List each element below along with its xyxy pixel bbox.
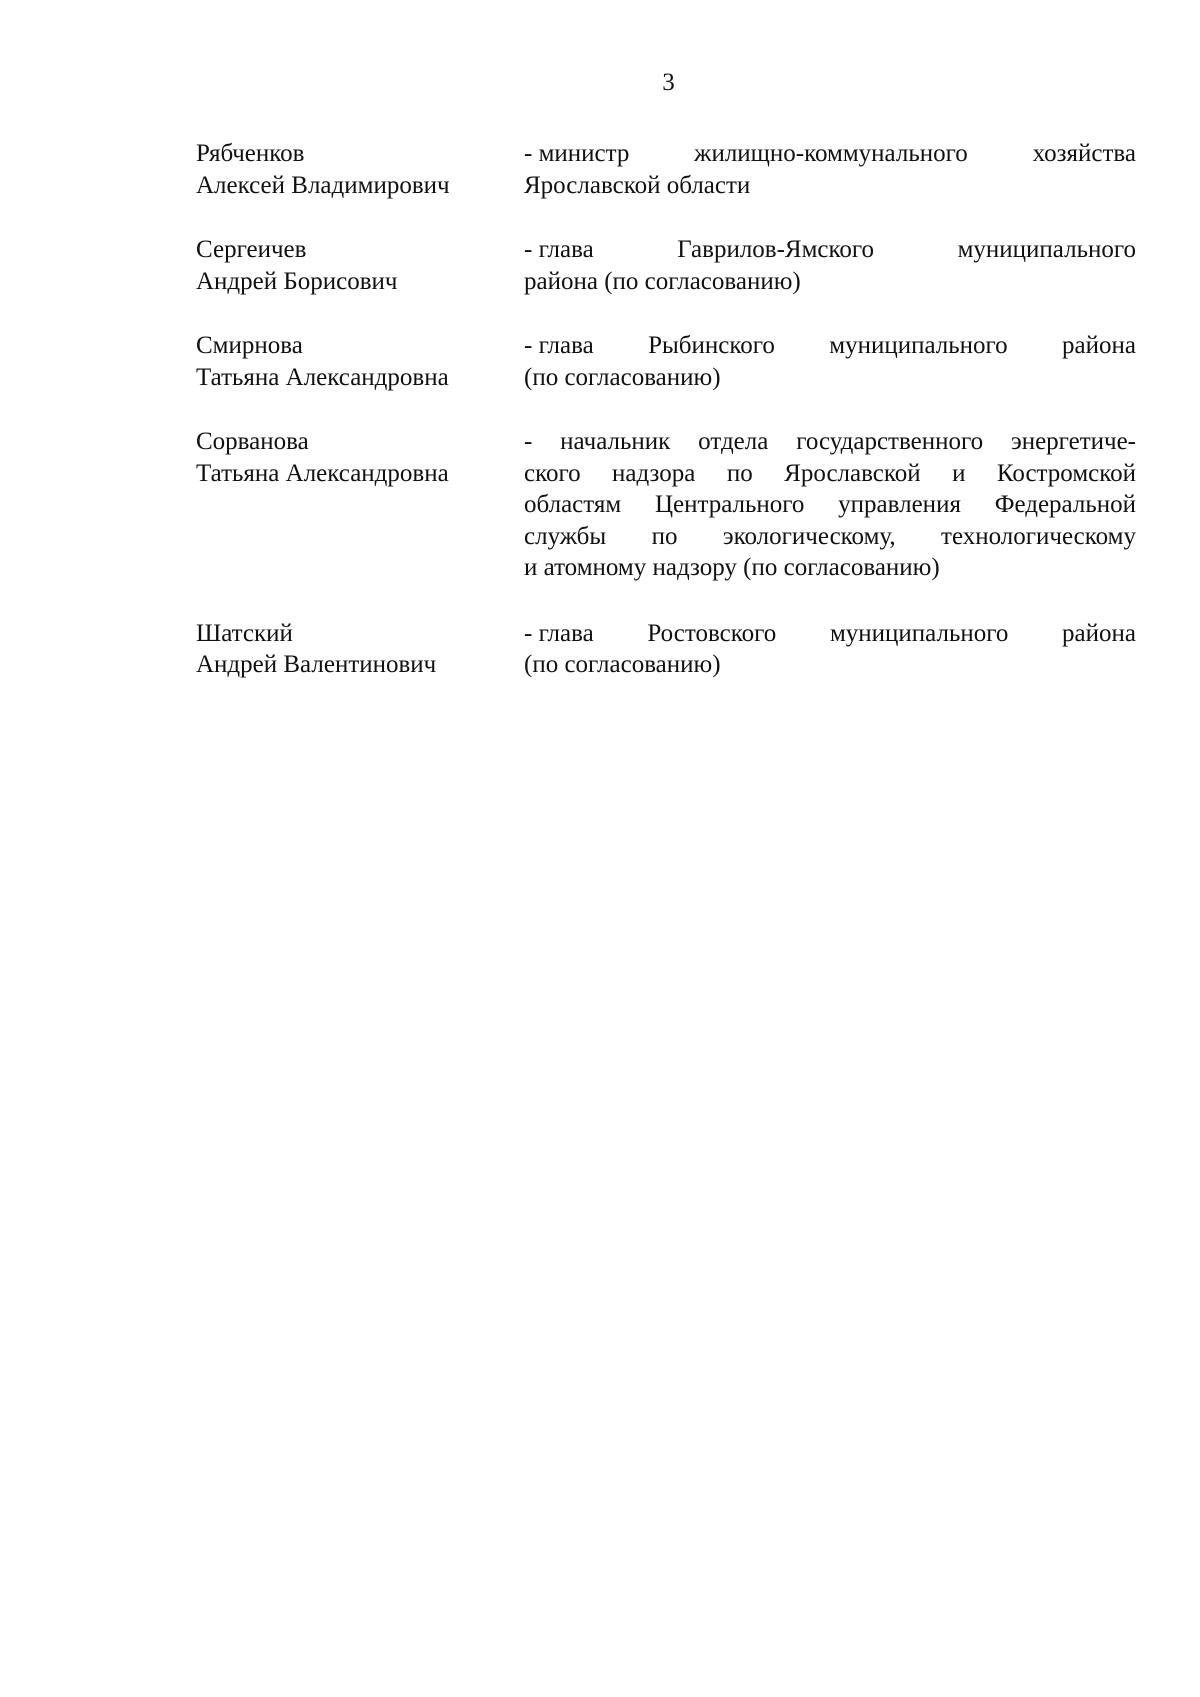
member-row	[196, 138, 1136, 201]
position-line: и атомному надзору (по согласованию)	[524, 554, 940, 581]
position-line	[524, 234, 1136, 266]
member-given-names: Татьяна Александровна	[196, 363, 449, 391]
position-line	[524, 138, 1136, 170]
member-row	[196, 618, 1136, 681]
member-given-names: Андрей Борисович	[196, 267, 398, 295]
position-word: - министр	[524, 140, 630, 167]
member-position	[524, 138, 1136, 201]
member-position	[524, 426, 1136, 584]
members-list	[196, 138, 1136, 714]
position-line: района (по согласованию)	[524, 267, 801, 295]
position-line: ского надзора по Ярославской и Костромской	[524, 459, 1136, 487]
position-word: Рыбинского	[648, 332, 775, 359]
position-word: муниципального	[957, 236, 1136, 263]
position-word: Гаврилов-Ямского	[677, 236, 875, 263]
position-line: областям Центрального управления Федеральной	[524, 491, 1136, 518]
position-word: жилищно-коммунального	[694, 140, 968, 167]
position-line: (по согласованию)	[524, 363, 721, 391]
member-position	[524, 330, 1136, 393]
position-word: - глава	[524, 332, 594, 359]
member-row	[196, 426, 1136, 584]
member-surname: Сорванова	[196, 428, 309, 455]
member-position	[524, 234, 1136, 297]
position-word: района	[1062, 332, 1136, 359]
member-surname: Сергеичев	[196, 236, 307, 263]
position-word: - глава	[524, 236, 594, 263]
member-name	[196, 426, 524, 489]
member-surname: Шатский	[196, 619, 293, 647]
position-line	[524, 330, 1136, 362]
page-number: 3	[662, 69, 675, 96]
member-name	[196, 138, 524, 201]
member-surname: Рябченков	[196, 140, 305, 167]
position-word: хозяйства	[1032, 140, 1136, 167]
member-row	[196, 234, 1136, 297]
position-word: муниципального	[829, 332, 1008, 359]
member-given-names: Алексей Владимирович	[196, 171, 450, 199]
member-name	[196, 618, 524, 681]
position-line: (по согласованию)	[524, 651, 721, 678]
member-surname: Смирнова	[196, 332, 303, 359]
position-line: Ярославской области	[524, 171, 751, 199]
position-line: - начальник отдела государственного энергетиче-	[524, 428, 1136, 455]
position-word: района	[1062, 619, 1136, 647]
member-row	[196, 330, 1136, 393]
member-name	[196, 330, 524, 393]
position-word: Ростовского	[647, 619, 777, 647]
member-given-names: Андрей Валентинович	[196, 651, 437, 678]
position-word: муниципального	[829, 619, 1009, 647]
member-position	[524, 618, 1136, 681]
member-name	[196, 234, 524, 297]
position-line: службы по экологическому, технологическому	[524, 522, 1136, 550]
position-word: - глава	[524, 619, 594, 647]
member-given-names: Татьяна Александровна	[196, 459, 449, 487]
position-line	[524, 618, 1136, 650]
